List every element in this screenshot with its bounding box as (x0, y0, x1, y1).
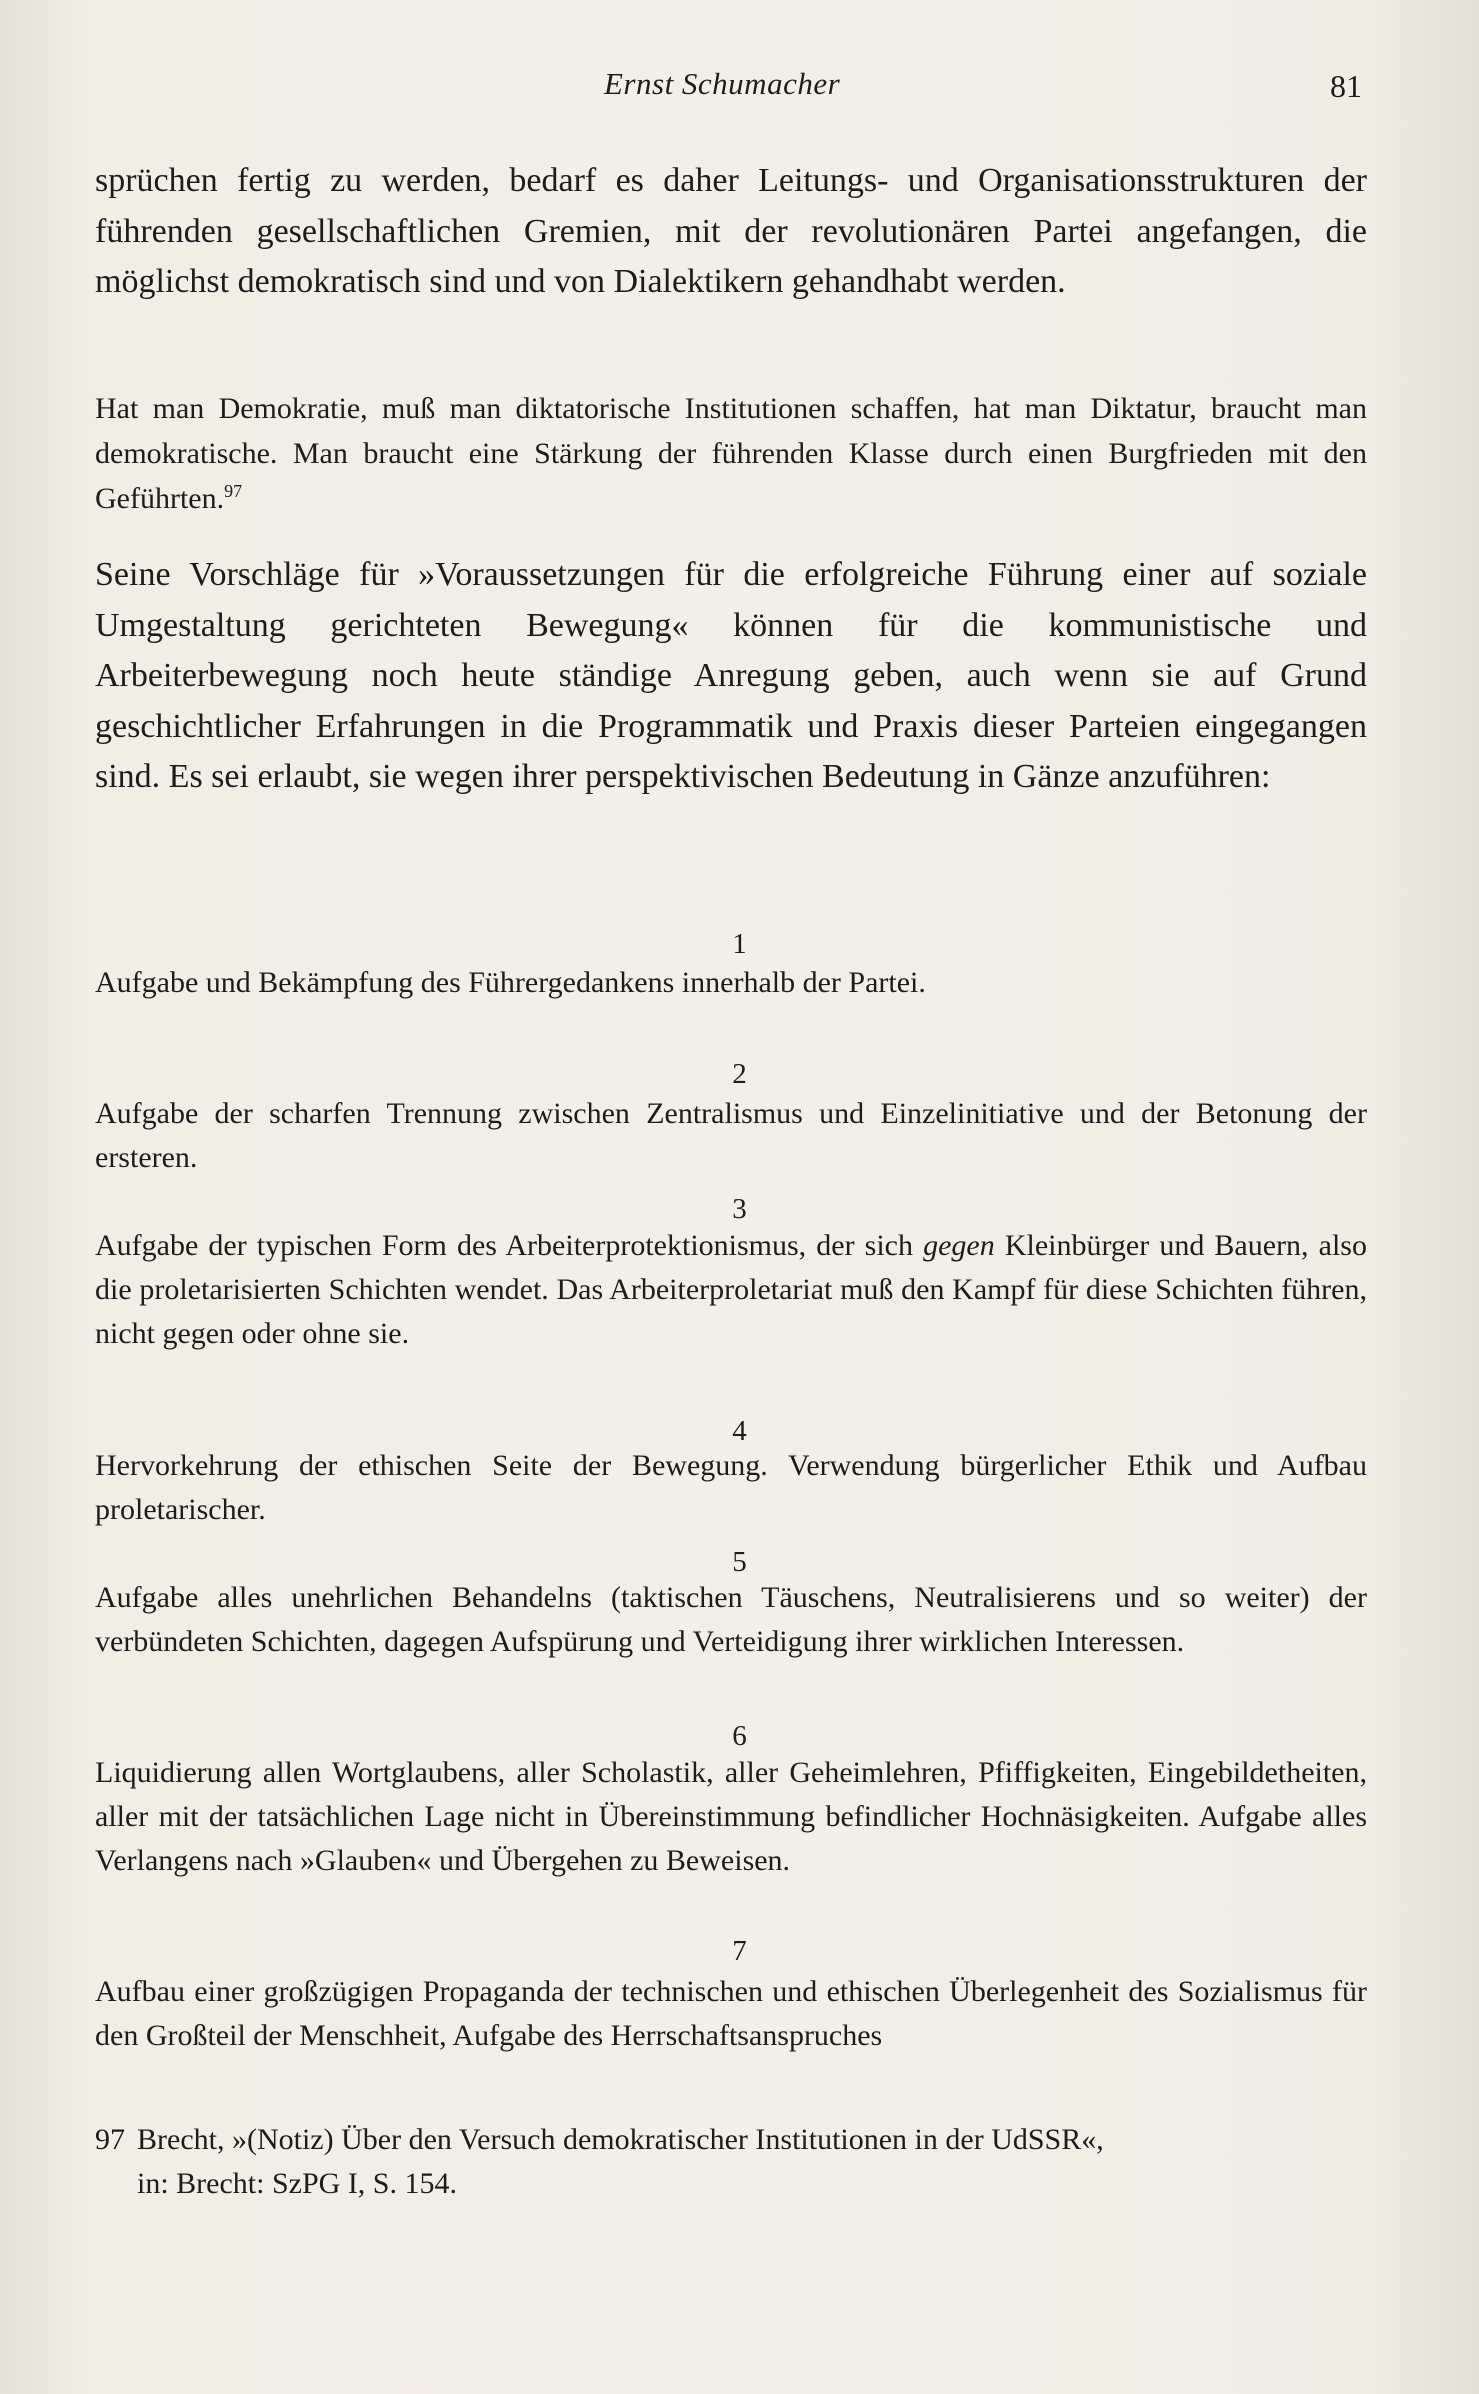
footnote-line-2: in: Brecht: SzPG I, S. 154. (137, 2167, 457, 2200)
point-3-text-end: Kleinbürger und Bauern, also die proletarisierten Schichten wendet. Das Arbeiterproletariat muß den Kampf für diese Schichten führen, nicht gegen oder ohne sie. (95, 1229, 1367, 1350)
point-5 (95, 1576, 1367, 1664)
paragraph-proposals (95, 550, 1367, 803)
page-header (0, 66, 1479, 110)
paragraph-intro-text: sprüchen fertig zu werden, bedarf es daher Leitungs- und Organisationsstrukturen der führenden gesellschaftlichen Gremien, mit der revolutionären Partei angefangen, die möglichst demokratisch sind und von Dialektikern gehandhabt werden. (95, 162, 1367, 300)
point-number-3: 3 (732, 1193, 747, 1225)
block-quote-text: Hat man Demokratie, muß man diktatorische Institutionen schaffen, hat man Diktatur, braucht man demokratische. Man braucht eine Stärkung der führenden Klasse durch einen Burgfrieden mit den Geführten. (95, 392, 1367, 515)
point-1-text: Aufgabe und Bekämpfung des Führergedankens innerhalb der Partei. (95, 966, 926, 999)
footnote-line-1-text: Brecht, »(Notiz) Über den Versuch demokratischer Institutionen in der UdSSR«, (137, 2123, 1104, 2156)
running-head: Ernst Schumacher (604, 66, 841, 101)
point-2-text: Aufgabe der scharfen Trennung zwischen Zentralismus und Einzelinitiative und der Betonung der ersteren. (95, 1097, 1367, 1174)
footnote-mark: 97 (95, 2123, 125, 2156)
point-3-text-start: Aufgabe der typischen Form des Arbeiterprotektionismus, der sich (95, 1229, 924, 1262)
point-5-text: Aufgabe alles unehrlichen Behandelns (taktischen Täuschens, Neutralisierens und so weiter) der verbündeten Schichten, dagegen Aufspürung und Verteidigung ihrer wirklichen Interessen. (95, 1581, 1367, 1658)
point-7 (95, 1970, 1367, 2058)
block-quote (95, 386, 1367, 521)
paragraph-intro (95, 156, 1367, 308)
point-3 (95, 1224, 1367, 1356)
point-number-4: 4 (732, 1415, 747, 1447)
point-7-text: Aufbau einer großzügigen Propaganda der technischen und ethischen Überlegenheit des Sozialismus für den Großteil der Menschheit, Aufgabe des Herrschaftsanspruches (95, 1975, 1367, 2052)
point-number-1: 1 (732, 928, 747, 960)
point-2 (95, 1092, 1367, 1180)
point-3-emphasis: gegen (923, 1229, 995, 1262)
footnote-reference: 97 (224, 481, 243, 501)
point-6 (95, 1751, 1367, 1883)
paragraph-proposals-text: Seine Vorschläge für »Voraussetzungen für die erfolgreiche Führung einer auf soziale Umgestaltung gerichteten Bewegung« können für die kommunistische und Arbeiterbewegung noch heute ständige Anregung geben, auch wenn sie auf Grund geschichtlicher Erfahrungen in die Programmatik und Praxis dieser Parteien eingegangen sind. Es sei erlaubt, sie wegen ihrer perspektivischen Bedeutung in Gänze anzuführen: (95, 556, 1367, 795)
point-4 (95, 1444, 1367, 1532)
page-number: 81 (1330, 68, 1362, 104)
point-1 (95, 961, 1367, 1005)
point-6-text: Liquidierung allen Wortglaubens, aller Scholastik, aller Geheimlehren, Pfiffigkeiten, Eingebildetheiten, aller mit der tatsächlichen Lage nicht in Übereinstimmung befindlicher Hochnäsigkeiten. Aufgabe alles Verlangens nach »Glauben« und Übergehen zu Beweisen. (95, 1756, 1367, 1877)
point-number-5: 5 (732, 1546, 747, 1578)
footnote-line-1 (95, 2123, 1104, 2156)
point-4-text: Hervorkehrung der ethischen Seite der Bewegung. Verwendung bürgerlicher Ethik und Aufbau proletarischer. (95, 1449, 1367, 1526)
point-number-6: 6 (732, 1720, 747, 1752)
point-number-7: 7 (732, 1935, 747, 1967)
point-number-2: 2 (732, 1058, 747, 1090)
footnote (95, 2118, 1367, 2206)
